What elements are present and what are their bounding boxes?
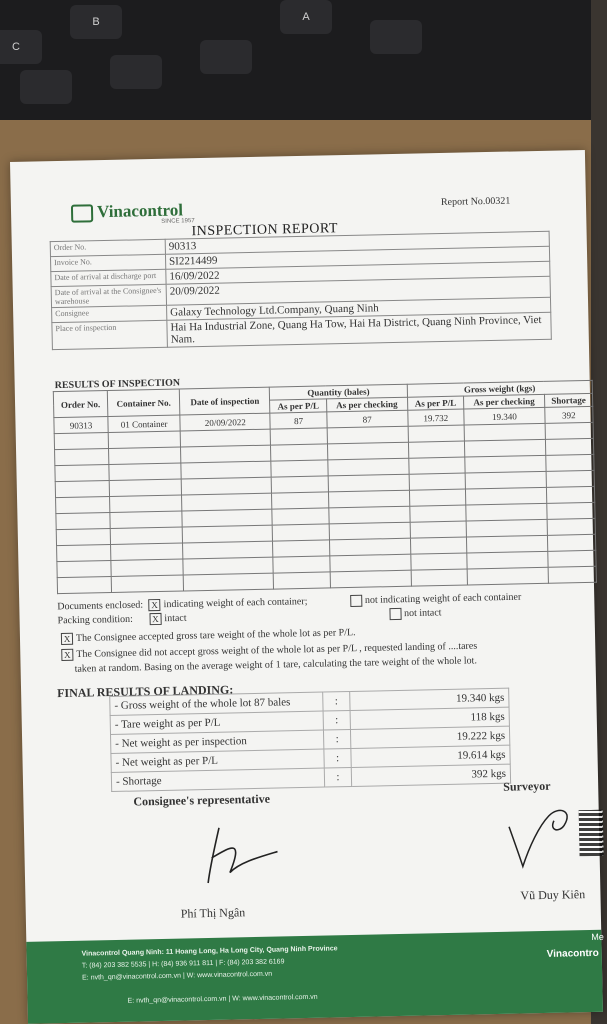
footer-email: E: nvth_qn@vinacontrol.com.vn | W: www.vinacontrol.com.vn [82, 970, 273, 982]
list-item: - Shortage : 392 kgs [111, 764, 510, 791]
info-value: Hai Ha Industrial Zone, Quang Ha Tow, Hai Ha District, Quang Ninh Province, Viet Nam. [167, 312, 551, 347]
surveyor-signature [504, 800, 585, 872]
pack-option-2: not intact [403, 607, 442, 620]
col-gross-pl: As per P/L [407, 396, 464, 410]
list-item: - Net weight as per P/L : 19.614 kgs [111, 745, 510, 772]
footer-brand-top: Me [591, 931, 604, 942]
col-quantity: Quantity (bales) [270, 384, 407, 400]
cell-qty-check: 87 [327, 410, 408, 428]
statement-3-text: taken at random. Basing on the average weight of 1 tare, calculating the tare weight of the whole lot. [74, 655, 478, 675]
final-label: Gross weight of the whole lot 87 bales [120, 696, 291, 712]
consignee-name: Phí Thị Ngân [180, 905, 246, 921]
final-label: Shortage [122, 774, 162, 788]
report-number: Report No.00321 [440, 195, 511, 208]
info-label: Order No. [50, 239, 165, 256]
info-value: 20/09/2022 [166, 276, 550, 305]
info-label: Place of inspection [52, 320, 168, 349]
final-amount: 392 kgs [351, 764, 510, 786]
checkbox-not-indicating-weight [350, 595, 362, 607]
keyboard-key [20, 70, 72, 104]
list-item: - Gross weight of the whole lot 87 bales : 19.340 kgs [110, 688, 509, 715]
cell-gross-check: 19.340 [464, 407, 545, 425]
checkbox-statement-1: X [61, 633, 73, 645]
final-label: Net weight as per inspection [121, 735, 247, 750]
surveyor-title: Surveyor [503, 778, 551, 794]
final-results-table [109, 688, 511, 792]
info-label: Date of arrival at discharge port [51, 269, 166, 286]
keyboard-key: B [70, 5, 122, 39]
final-amount: 19.614 kgs [351, 745, 510, 767]
info-value: SI2214499 [165, 246, 549, 269]
cell-gross-pl: 19.732 [407, 409, 464, 426]
statement-1-text: The Consignee accepted gross tare weight of the whole lot as per P/L. [75, 627, 356, 645]
info-label: Consignee [52, 305, 167, 322]
scales-icon [71, 204, 93, 222]
footer-phone: T: (84) 203 382 5535 | H: (84) 936 911 811 | F: (84) 203 382 6169 [81, 958, 285, 970]
info-value: 16/09/2022 [166, 261, 550, 284]
consignee-representative-title: Consignee's representative [133, 791, 271, 809]
documents-label: Documents enclosed: [57, 599, 144, 613]
cell-date: 20/09/2022 [180, 413, 270, 431]
keyboard-key [370, 20, 422, 54]
footer-address: Vinacontrol Quang Ninh: 11 Hoang Long, Ha Long City, Quang Ninh Province [81, 945, 338, 958]
col-order-no: Order No. [53, 391, 108, 418]
col-gross-check: As per checking [464, 394, 545, 409]
results-table [53, 380, 597, 594]
results-title: RESULTS OF INSPECTION [54, 377, 181, 392]
final-results-title: FINAL RESULTS OF LANDING: [56, 682, 234, 701]
checkbox-indicating-weight: X [148, 599, 160, 611]
final-amount: 118 kgs [350, 707, 509, 729]
list-item: - Tare weight as per P/L : 118 kgs [110, 707, 509, 734]
report-info-table [50, 231, 552, 350]
footer-brand: Vinacontro [546, 947, 599, 960]
surveyor-name: Vũ Duy Kiên [520, 887, 586, 903]
col-qty-check: As per checking [326, 397, 407, 412]
info-value: Galaxy Technology Ltd.Company, Quang Ninh [167, 297, 551, 320]
final-amount: 19.340 kgs [350, 688, 509, 710]
consignee-signature [189, 817, 280, 889]
col-container-no: Container No. [107, 389, 180, 417]
inspection-report-sheet [10, 150, 603, 1024]
page-title: INSPECTION REPORT [191, 221, 339, 240]
company-name: Vinacontrol [96, 200, 184, 222]
pack-option-1: intact [164, 612, 187, 625]
col-gross: Gross weight (kgs) [407, 380, 593, 397]
cell-order-no: 90313 [54, 417, 108, 434]
statement-2-text: The Consignee did not accept gross weight of the whole lot as per P/L , requested landing of ....tares [76, 640, 478, 661]
doc-option-1: indicating weight of each container; [163, 596, 308, 611]
since-text: SINCE 1957 [161, 218, 195, 225]
info-value: 90313 [165, 231, 549, 254]
info-label: Invoice No. [50, 254, 165, 271]
keyboard-key: C [0, 30, 42, 64]
final-amount: 19.222 kgs [350, 726, 509, 748]
footer-bar [26, 930, 603, 1024]
statement-1 [58, 627, 356, 645]
checkbox-statement-2: X [61, 649, 73, 661]
checkbox-not-intact [389, 608, 401, 620]
col-shortage: Shortage [544, 393, 592, 407]
keyboard-key [200, 40, 252, 74]
cell-qty-pl: 87 [270, 412, 327, 429]
final-label: Net weight as per P/L [121, 754, 219, 769]
cell-container-no: 01 Container [108, 415, 181, 433]
list-item: - Net weight as per inspection : 19.222 kgs [111, 726, 510, 753]
footer-email-2: E: nvth_qn@vinacontrol.com.vn | W: www.vinacontrol.com.vn [127, 993, 318, 1005]
qr-code [579, 810, 604, 856]
doc-option-2: not indicating weight of each container [364, 591, 522, 606]
col-qty-pl: As per P/L [270, 399, 327, 413]
final-label: Tare weight as per P/L [120, 716, 221, 731]
keyboard-key [110, 55, 162, 89]
info-label: Date of arrival at the Consignee's warehouse [51, 284, 166, 307]
keyboard-key: A [280, 0, 332, 34]
cell-shortage: 392 [545, 406, 593, 423]
checkbox-intact: X [149, 613, 161, 625]
packing-label: Packing condition: [57, 613, 134, 627]
col-date: Date of inspection [180, 387, 271, 415]
